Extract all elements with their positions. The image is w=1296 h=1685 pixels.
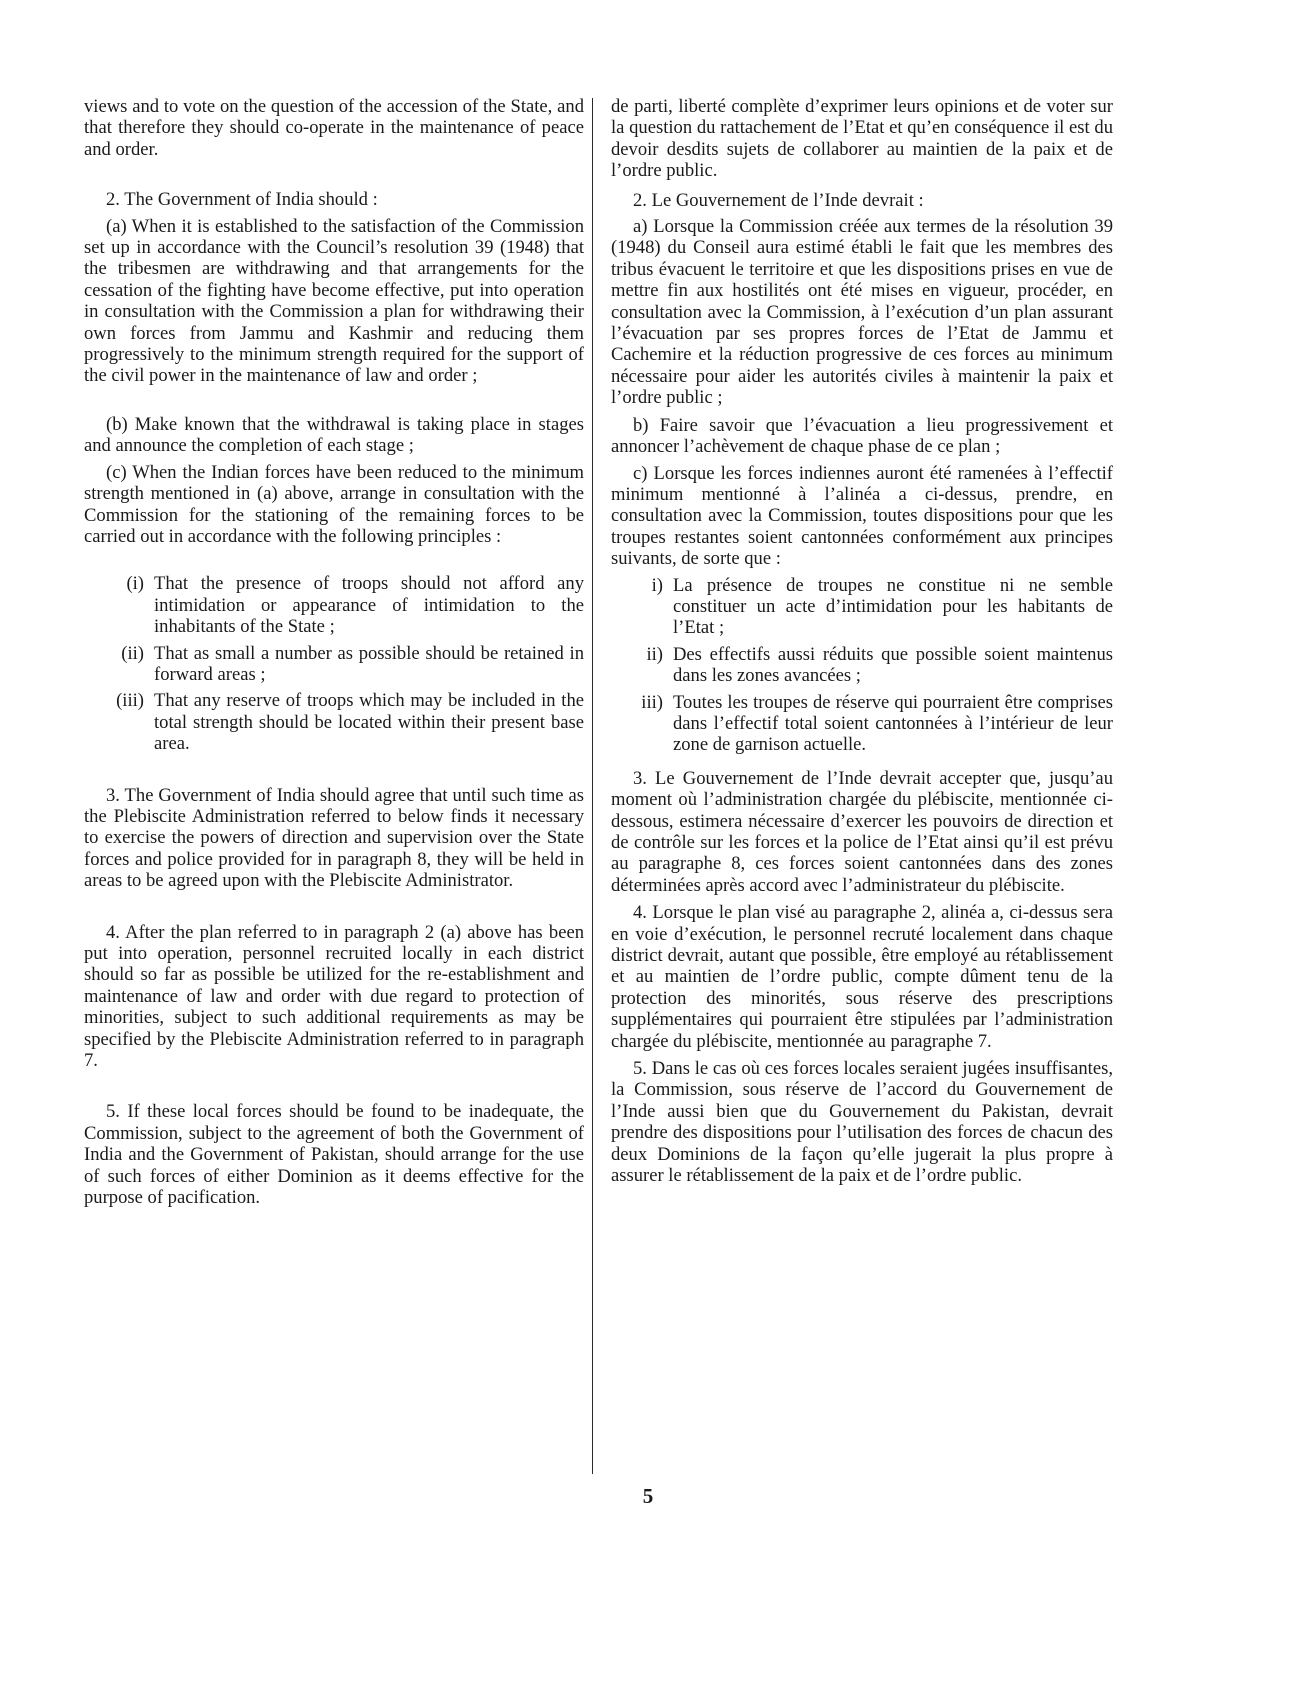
right-list-text: Toutes les troupes de réserve qui pourraient être comprises dans l’effectif total soient cantonnées à l’intérieur de leur zone de garnison actuelle. xyxy=(673,691,1113,756)
right-list-marker: ii) xyxy=(646,643,663,665)
right-paragraph-3: 3. Le Gouvernement de l’Inde devrait accepter que, jusqu’au moment où l’administration chargée du plébiscite, mentionnée ci-dessous, estimera nécessaire d’exercer les pouvoirs de direction et de contrôle sur les forces et la police de l’Etat ainsi qu’il est prévu au paragraphe 8, ces forces soient cantonnées dans des zones déterminées après accord avec l’administrateur du plébiscite. xyxy=(611,767,1113,896)
right-list-text: Des effectifs aussi réduits que possible soient maintenus dans les zones avancées ; xyxy=(673,643,1113,687)
left-list-item xyxy=(84,690,584,754)
right-paragraph-2a: a) Lorsque la Commission créée aux termes de la résolution 39 (1948) du Conseil aura estimé établi le fait que les membres des tribus évacuent le territoire et que les dispositions prises en vue de mettre fin aux hostilités ont été mises en vigueur, procéder, en consultation avec la Commission, à l’exécution d’un plan assurant l’évacuation par ses propres forces de l’Etat de Jammu et Cachemire et la réduction progressive de ces forces au minimum nécessaire pour aider les autorités civiles à maintenir la paix et l’ordre public ; xyxy=(611,216,1113,409)
left-paragraph-5: 5. If these local forces should be found to be inadequate, the Commission, subject to the agreement of both the Government of India and the Government of Pakistan, should arrange for the use of such forces of either Dominion as it deems effective for the purpose of pacification. xyxy=(84,1101,584,1209)
left-list-text: That as small a number as possible should be retained in forward areas ; xyxy=(154,642,584,685)
french-column xyxy=(611,96,1113,1187)
left-paragraph-3: 3. The Government of India should agree that until such time as the Plebiscite Administration referred to below finds it necessary to exercise the powers of direction and supervision over the State forces and police provided for in paragraph 8, they will be held in areas to be agreed upon with the Plebiscite Administrator. xyxy=(84,784,584,892)
right-list-marker: i) xyxy=(651,574,663,596)
right-list-item xyxy=(611,644,1113,687)
right-list-marker: iii) xyxy=(641,691,663,713)
column-divider xyxy=(592,98,593,1474)
left-list-marker: (i) xyxy=(126,573,144,595)
right-list-item xyxy=(611,575,1113,639)
right-list-item xyxy=(611,692,1113,756)
left-paragraph-2: 2. The Government of India should : xyxy=(106,189,378,211)
right-paragraph-2: 2. Le Gouvernement de l’Inde devrait : xyxy=(633,189,924,211)
left-paragraph-2c: (c) When the Indian forces have been reduced to the minimum strength mentioned in (a) above, arrange in consultation with the Commission for the stationing of the remaining forces to be carried out in accordance with the following principles : xyxy=(84,461,584,547)
left-paragraph-2b: (b) Make known that the withdrawal is taking place in stages and announce the completion of each stage ; xyxy=(84,413,584,457)
page-number: 5 xyxy=(642,1484,654,1508)
right-list-text: La présence de troupes ne constitue ni ne semble constituer un acte d’intimidation pour les habitants de l’Etat ; xyxy=(673,574,1113,639)
right-intro-paragraph: de parti, liberté complète d’exprimer leurs opinions et de voter sur la question du rattachement de l’Etat et qu’en conséquence il est du devoir desdits sujets de collaborer au maintien de la paix et de l’ordre public. xyxy=(611,96,1113,182)
left-paragraph-2a: (a) When it is established to the satisfaction of the Commission set up in accordance with the Council’s resolution 39 (1948) that the tribesmen are withdrawing and that arrangements for the cessation of the fighting have become effective, put into operation in consultation with the Commission a plan for withdrawing their own forces from Jammu and Kashmir and reducing them progressively to the minimum strength required for the support of the civil power in the maintenance of law and order ; xyxy=(84,215,584,387)
right-paragraph-5: 5. Dans le cas où ces forces locales seraient jugées insuffisantes, la Commission, sous réserve de l’accord du Gouvernement de l’Inde aussi bien que du Gouvernement du Pakistan, devrait prendre des dispositions pour l’utilisation des forces de chacun des deux Dominions de la façon qu’elle jugerait la plus propre à assurer le rétablissement de la paix et de l’ordre public. xyxy=(611,1058,1113,1187)
left-list-text: That any reserve of troops which may be included in the total strength should be located within their present base area. xyxy=(154,690,584,755)
left-list-marker: (iii) xyxy=(116,690,144,712)
left-list-item xyxy=(84,643,584,686)
right-paragraph-2c: c) Lorsque les forces indiennes auront été ramenées à l’effectif minimum mentionné à l’alinéa a ci-dessus, prendre, en consultation avec la Commission, toutes dispositions pour que les troupes restantes soient cantonnées conformément aux principes suivants, de sorte que : xyxy=(611,462,1113,570)
left-list-marker: (ii) xyxy=(121,642,144,664)
right-paragraph-2b: b) Faire savoir que l’évacuation a lieu progressivement et annoncer l’achèvement de chaque phase de ce plan ; xyxy=(611,414,1113,458)
left-list-item xyxy=(84,573,584,637)
left-list-text: That the presence of troops should not afford any intimidation or appearance of intimidation to the inhabitants of the State ; xyxy=(154,573,584,638)
left-intro-paragraph: views and to vote on the question of the accession of the State, and that therefore they should co-operate in the maintenance of peace and order. xyxy=(84,96,584,160)
left-paragraph-4: 4. After the plan referred to in paragraph 2 (a) above has been put into operation, personnel recruited locally in each district should so far as possible be utilized for the re-establishment and maintenance of law and order with due regard to protection of minorities, subject to such additional requirements as may be specified by the Plebiscite Administration referred to in paragraph 7. xyxy=(84,921,584,1072)
right-paragraph-4: 4. Lorsque le plan visé au paragraphe 2, alinéa a, ci-dessus sera en voie d’exécution, le personnel recruté localement dans chaque district devrait, autant que possible, être employé au rétablissement et au maintien de l’ordre public, compte dûment tenu de la protection des minorités, sous réserve des prescriptions supplémentaires qui pourraient être stipulées par l’administration chargée du plébiscite, mentionnée au paragraphe 7. xyxy=(611,902,1113,1052)
english-column xyxy=(84,96,584,1208)
